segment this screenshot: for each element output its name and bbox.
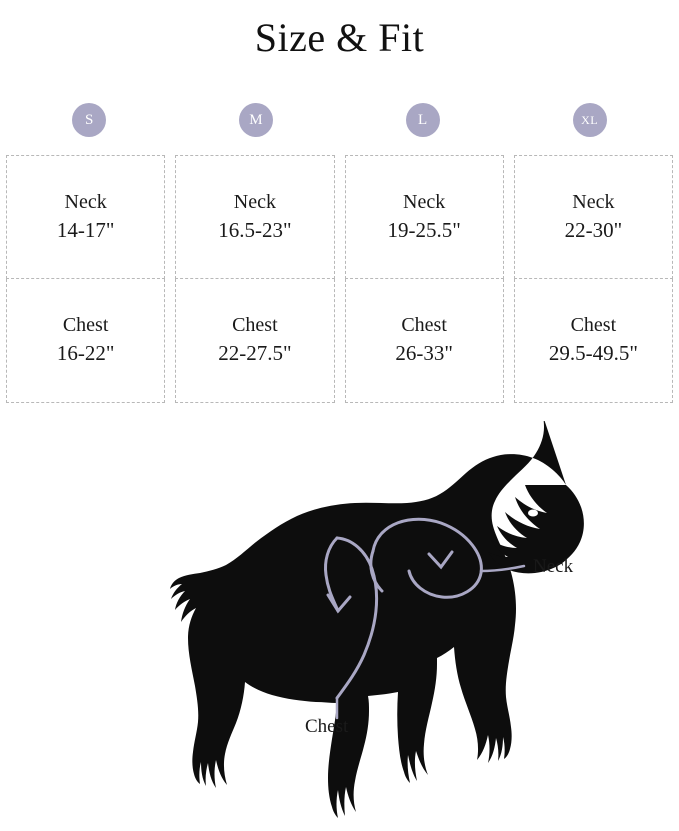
neck-value-s: 14-17" bbox=[56, 217, 115, 242]
size-badge-cell-s bbox=[6, 103, 173, 137]
size-badge-l: L bbox=[406, 103, 440, 137]
neck-label-s: Neck bbox=[64, 190, 107, 213]
neck-cell-xl bbox=[514, 155, 673, 279]
chest-callout-label: Chest bbox=[305, 716, 349, 737]
chest-label-xl: Chest bbox=[570, 314, 617, 337]
chest-row bbox=[6, 279, 673, 403]
chest-label-m: Chest bbox=[232, 314, 278, 337]
size-badge-m: M bbox=[239, 103, 273, 137]
size-badge-xl: XL bbox=[573, 103, 607, 137]
neck-value-xl: 22-30" bbox=[564, 217, 623, 242]
neck-label-m: Neck bbox=[233, 190, 276, 213]
neck-label-l: Neck bbox=[403, 190, 446, 213]
chest-value-m: 22-27.5" bbox=[218, 341, 292, 366]
dog-eye bbox=[528, 510, 538, 517]
size-badge-cell-l bbox=[340, 103, 507, 137]
size-badge-cell-m bbox=[173, 103, 340, 137]
chest-value-l: 26-33" bbox=[395, 341, 453, 366]
chest-label-s: Chest bbox=[62, 314, 109, 337]
size-badge-row bbox=[0, 103, 679, 137]
neck-cell-l bbox=[345, 155, 504, 279]
chest-cell-xl bbox=[514, 279, 673, 403]
dog-measurement-illustration bbox=[0, 421, 679, 821]
chest-cell-s bbox=[6, 279, 165, 403]
neck-row bbox=[6, 155, 673, 279]
neck-label-xl: Neck bbox=[572, 190, 615, 213]
dog-illustration-svg bbox=[0, 421, 679, 821]
chest-value-s: 16-22" bbox=[56, 341, 115, 366]
size-badge-s: S bbox=[72, 103, 106, 137]
chest-cell-m bbox=[175, 279, 334, 403]
size-badge-cell-xl bbox=[506, 103, 673, 137]
chest-value-xl: 29.5-49.5" bbox=[548, 341, 638, 366]
chest-cell-l bbox=[345, 279, 504, 403]
page-title: Size & Fit bbox=[254, 15, 425, 60]
neck-value-l: 19-25.5" bbox=[387, 217, 461, 242]
neck-cell-s bbox=[6, 155, 165, 279]
chest-label-l: Chest bbox=[401, 314, 447, 337]
dog-silhouette-icon bbox=[170, 421, 584, 818]
neck-value-m: 16.5-23" bbox=[218, 217, 292, 242]
measurement-grid bbox=[0, 155, 679, 403]
neck-cell-m bbox=[175, 155, 334, 279]
neck-callout-label: Neck bbox=[533, 556, 574, 577]
